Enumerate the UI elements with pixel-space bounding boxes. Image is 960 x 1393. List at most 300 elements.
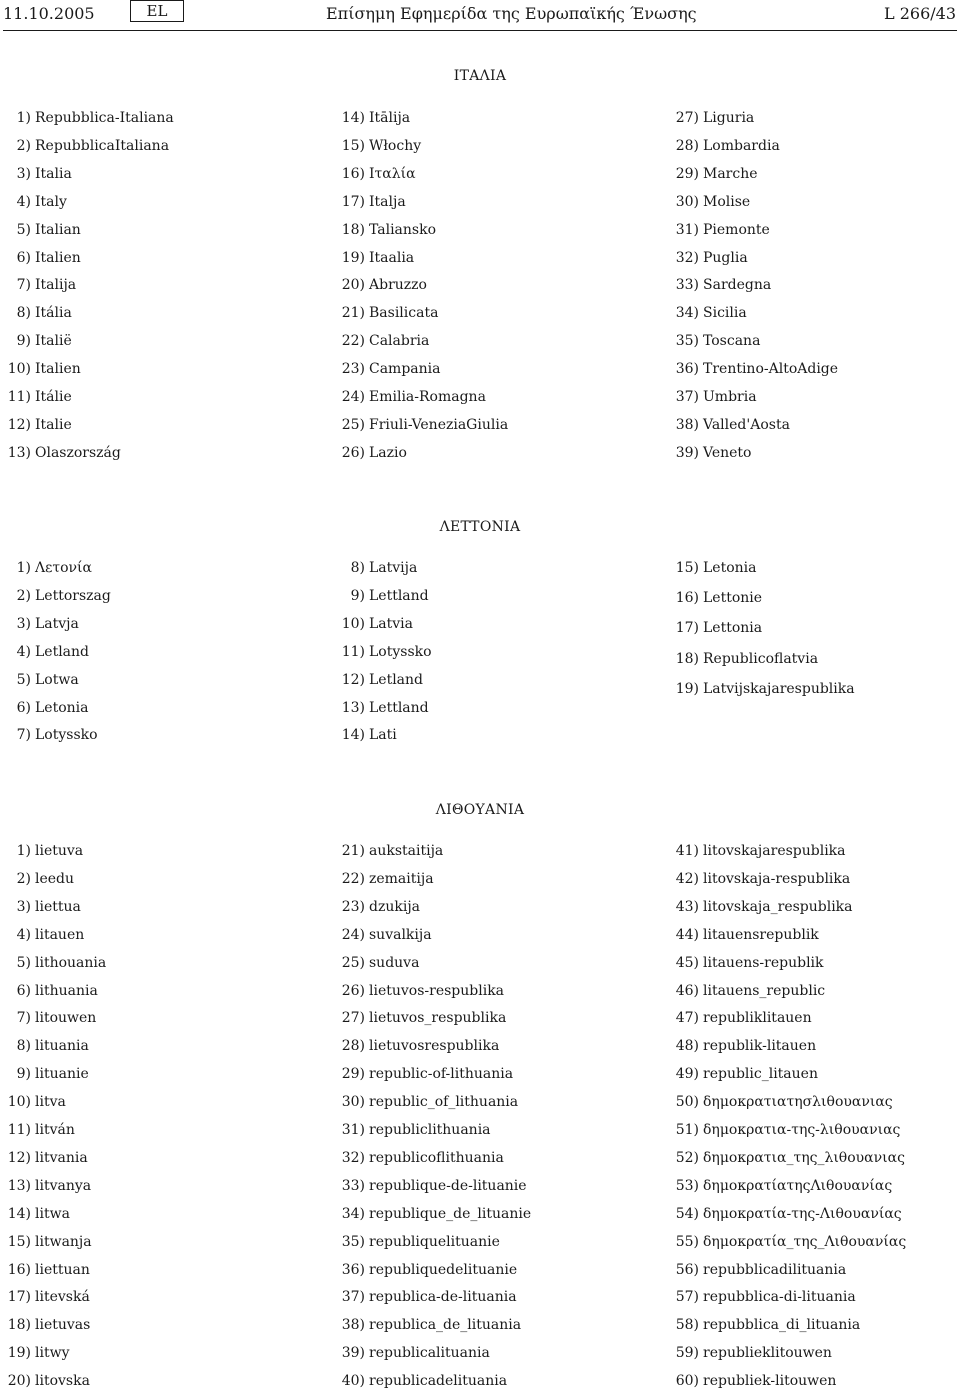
list-item-number: 15)	[341, 137, 365, 154]
list-item-number: 31)	[675, 221, 699, 238]
list-item-number: 23)	[341, 898, 365, 915]
list-item-label: Italie	[35, 416, 72, 433]
list-item	[671, 925, 960, 945]
list-item-number: 60)	[675, 1373, 699, 1390]
list-item	[337, 220, 637, 240]
list-item	[337, 136, 637, 156]
list-item-number: 39)	[675, 444, 699, 461]
list-item-label: republiquelituanie	[369, 1233, 500, 1250]
list-item	[671, 415, 960, 435]
list-item-number: 45)	[675, 954, 699, 971]
list-item-label: Basilicata	[369, 305, 439, 322]
list-item-label: dzukija	[369, 898, 421, 915]
list-item	[337, 725, 637, 745]
list-item-label: Italja	[369, 193, 406, 210]
list-item-label: Latvja	[35, 615, 79, 632]
list-item-number: 9)	[350, 587, 365, 604]
list-item-label: Italië	[35, 333, 72, 350]
list-item	[671, 1204, 960, 1224]
list-item-label: Italija	[35, 277, 77, 294]
list-item	[337, 869, 637, 889]
list-item-number: 20)	[7, 1373, 31, 1390]
list-item-number: 25)	[341, 416, 365, 433]
list-item-label: republiklitauen	[703, 1010, 812, 1027]
list-item-number: 44)	[675, 926, 699, 943]
list-item-number: 7)	[16, 277, 31, 294]
list-item	[337, 670, 637, 690]
list-item	[337, 698, 637, 718]
section-title-lithuania: ΛΙΘΟΥΑΝΙΑ	[435, 802, 525, 818]
list-item	[671, 1371, 960, 1391]
list-item-number: 18)	[675, 650, 699, 667]
list-item-number: 35)	[341, 1233, 365, 1250]
list-item-number: 32)	[341, 1149, 365, 1166]
list-item	[671, 275, 960, 295]
list-item-label: repubblica_di_lituania	[703, 1317, 861, 1334]
list-item-number: 2)	[16, 137, 31, 154]
list-item-label: Lettland	[369, 699, 429, 716]
list-item-number: 9)	[16, 333, 31, 350]
list-item-number: 38)	[675, 416, 699, 433]
list-item	[337, 1092, 637, 1112]
list-item-label: Emilia-Romagna	[369, 389, 486, 405]
list-item-number: 8)	[16, 1038, 31, 1055]
list-item-label: Lettland	[369, 587, 429, 604]
list-item	[337, 586, 637, 606]
list-item-label: republiek-litouwen	[703, 1373, 837, 1390]
list-item-number: 21)	[341, 843, 365, 859]
list-item	[337, 1343, 637, 1363]
list-item-label: Molise	[703, 193, 751, 210]
list-item-number: 26)	[341, 982, 365, 999]
list-item-label: δημοκρατια-της-λιθουανιας	[703, 1122, 901, 1138]
list-item	[337, 248, 637, 268]
list-item-number: 58)	[675, 1317, 699, 1334]
list-item-label: δημοκρατίατηςΛιθουανίας	[703, 1177, 893, 1194]
list-item-label: Ιταλία	[369, 165, 416, 182]
list-item	[337, 1371, 637, 1391]
list-item-number: 10)	[341, 615, 365, 632]
list-item	[3, 303, 303, 323]
list-item-number: 27)	[675, 110, 699, 126]
list-item	[671, 1064, 960, 1084]
list-item-label: δημοκρατια_της_λιθουανιας	[703, 1149, 905, 1166]
list-item-label: Piemonte	[703, 221, 770, 238]
list-item-label: litovska	[35, 1373, 90, 1390]
list-item-number: 51)	[675, 1122, 699, 1138]
list-item-label: leedu	[35, 870, 75, 887]
list-item-label: lithouania	[35, 954, 107, 971]
list-item	[337, 275, 637, 295]
list-item	[671, 558, 960, 578]
list-item-label: republique_de_lituanie	[369, 1205, 532, 1222]
list-item-number: 49)	[675, 1066, 699, 1083]
list-item-label: litovskajarespublika	[703, 843, 846, 859]
list-item	[671, 618, 960, 638]
list-item-number: 28)	[675, 137, 699, 154]
list-item-label: Letonia	[703, 560, 757, 576]
list-item-number: 11)	[341, 643, 365, 660]
list-item	[671, 359, 960, 379]
publication-date: 11.10.2005	[3, 4, 95, 23]
list-item-label: lithuania	[35, 982, 98, 999]
list-item-number: 23)	[341, 361, 365, 378]
list-item	[337, 1204, 637, 1224]
list-item	[3, 841, 303, 861]
list-item-label: liettua	[35, 898, 81, 915]
list-item	[3, 108, 303, 128]
list-item-label: republiquedelituanie	[369, 1261, 518, 1278]
list-item-label: Lati	[369, 727, 397, 744]
page-number: L 266/43	[884, 4, 956, 23]
list-item-number: 36)	[675, 361, 699, 378]
list-item	[3, 1092, 303, 1112]
list-item-number: 2)	[16, 587, 31, 604]
list-item	[3, 220, 303, 240]
list-item	[3, 443, 303, 463]
list-item-label: suduva	[369, 954, 420, 971]
list-item-number: 8)	[16, 305, 31, 322]
list-item-number: 53)	[675, 1177, 699, 1194]
list-item	[337, 1287, 637, 1307]
list-item	[337, 614, 637, 634]
list-item-number: 5)	[16, 954, 31, 971]
list-item-number: 19)	[341, 249, 365, 266]
list-item-label: litevská	[35, 1289, 90, 1306]
list-item-label: litwa	[35, 1205, 70, 1222]
list-item	[671, 303, 960, 323]
list-item	[3, 1204, 303, 1224]
language-code-box: EL	[130, 0, 184, 22]
list-item-label: Italia	[35, 165, 72, 182]
list-item	[671, 588, 960, 608]
list-item-number: 27)	[341, 1010, 365, 1027]
list-item-number: 40)	[341, 1373, 365, 1390]
list-item-label: Toscana	[703, 333, 761, 350]
list-item	[3, 331, 303, 351]
list-item-number: 15)	[7, 1233, 31, 1250]
list-item-label: republik-litauen	[703, 1038, 817, 1055]
list-item-label: Lotwa	[35, 671, 79, 688]
list-item-label: liettuan	[35, 1261, 90, 1278]
list-item-number: 18)	[7, 1317, 31, 1334]
list-item	[671, 248, 960, 268]
list-item-label: Itaalia	[369, 249, 415, 266]
list-item	[3, 1120, 303, 1140]
list-item	[671, 953, 960, 973]
list-item-number: 7)	[16, 727, 31, 744]
list-item-label: aukstaitija	[369, 843, 444, 859]
list-item-number: 56)	[675, 1261, 699, 1278]
list-item-label: lietuvos-respublika	[369, 982, 505, 999]
list-item	[3, 1176, 303, 1196]
list-item-label: δημοκρατιατησλιθουανιας	[703, 1094, 893, 1111]
journal-title: Επίσημη Εφημερίδα της Ευρωπαϊκής Ένωσης	[326, 4, 697, 23]
list-item-number: 4)	[16, 643, 31, 660]
list-item	[671, 443, 960, 463]
list-item-label: Valled'Aosta	[703, 416, 790, 433]
list-item-number: 12)	[7, 416, 31, 433]
list-item-label: lituanie	[35, 1066, 89, 1083]
list-item-label: Puglia	[703, 249, 748, 266]
list-item	[337, 1260, 637, 1280]
list-item-number: 50)	[675, 1094, 699, 1111]
list-item	[671, 1287, 960, 1307]
list-item-label: litwy	[35, 1345, 70, 1362]
list-item-label: Campania	[369, 361, 441, 378]
list-item	[3, 725, 303, 745]
list-item-number: 4)	[16, 193, 31, 210]
list-item-number: 20)	[341, 277, 365, 294]
list-item-number: 33)	[341, 1177, 365, 1194]
list-item-label: Republicoflatvia	[703, 650, 819, 667]
list-item	[671, 1260, 960, 1280]
list-item	[671, 387, 960, 407]
list-item	[337, 953, 637, 973]
list-item	[337, 164, 637, 184]
list-item-label: repubblicadilituania	[703, 1261, 847, 1278]
list-item	[3, 614, 303, 634]
list-item-label: Marche	[703, 165, 758, 182]
list-item	[337, 841, 637, 861]
list-item	[671, 869, 960, 889]
list-item	[3, 387, 303, 407]
list-item-label: lietuva	[35, 843, 84, 859]
list-item	[671, 981, 960, 1001]
list-item	[671, 1315, 960, 1335]
list-item-number: 34)	[341, 1205, 365, 1222]
list-item-label: litovskaja_respublika	[703, 898, 853, 915]
list-item-label: Itálie	[35, 389, 72, 405]
list-item-number: 13)	[7, 444, 31, 461]
list-item-number: 54)	[675, 1205, 699, 1222]
list-item-number: 16)	[7, 1261, 31, 1278]
list-item-number: 8)	[350, 560, 365, 576]
list-item	[337, 1148, 637, 1168]
list-item	[3, 1260, 303, 1280]
list-item	[337, 1120, 637, 1140]
list-item-label: lietuvosrespublika	[369, 1038, 500, 1055]
list-item-number: 12)	[7, 1149, 31, 1166]
list-item-number: 34)	[675, 305, 699, 322]
list-item-number: 11)	[7, 1122, 31, 1138]
list-item-label: republica-de-lituania	[369, 1289, 517, 1306]
list-item-label: Włochy	[369, 137, 422, 154]
list-item	[671, 649, 960, 669]
list-item-number: 12)	[341, 671, 365, 688]
list-item	[671, 220, 960, 240]
list-item-number: 25)	[341, 954, 365, 971]
list-item-number: 22)	[341, 333, 365, 350]
list-item-number: 36)	[341, 1261, 365, 1278]
list-item	[3, 1315, 303, 1335]
list-item-number: 9)	[16, 1066, 31, 1083]
list-item-label: Lotyssko	[35, 727, 98, 744]
list-item	[3, 275, 303, 295]
list-item-number: 31)	[341, 1122, 365, 1138]
list-item-label: republic-of-lithuania	[369, 1066, 514, 1083]
list-item	[671, 1092, 960, 1112]
list-item-label: republicoflithuania	[369, 1149, 504, 1166]
list-item	[337, 925, 637, 945]
list-item-label: Trentino-AltoAdige	[703, 361, 839, 378]
list-item-number: 4)	[16, 926, 31, 943]
list-item-label: litván	[35, 1122, 75, 1138]
list-item	[671, 164, 960, 184]
header-rule	[3, 30, 957, 31]
list-item-number: 37)	[341, 1289, 365, 1306]
list-item-number: 6)	[16, 982, 31, 999]
page-header	[0, 0, 960, 30]
list-item	[3, 1148, 303, 1168]
list-item-label: litvania	[35, 1149, 88, 1166]
list-item	[671, 192, 960, 212]
list-item-number: 7)	[16, 1010, 31, 1027]
list-item-number: 17)	[7, 1289, 31, 1306]
list-item	[671, 331, 960, 351]
list-item-number: 14)	[7, 1205, 31, 1222]
list-item-label: litouwen	[35, 1010, 97, 1027]
list-item-label: republica_de_lituania	[369, 1317, 522, 1334]
list-item-number: 29)	[675, 165, 699, 182]
list-item-label: Abruzzo	[369, 277, 427, 294]
list-item	[671, 108, 960, 128]
list-item	[671, 1343, 960, 1363]
list-item-label: zemaitija	[369, 870, 434, 887]
list-item	[337, 1315, 637, 1335]
list-item-number: 30)	[675, 193, 699, 210]
list-item-number: 24)	[341, 389, 365, 405]
list-item-label: litwanja	[35, 1233, 92, 1250]
list-item-label: Itália	[35, 305, 72, 322]
list-item-label: Italien	[35, 249, 81, 266]
list-item	[337, 415, 637, 435]
list-item	[337, 331, 637, 351]
list-item	[3, 670, 303, 690]
list-item-label: republique-de-lituanie	[369, 1177, 527, 1194]
list-item-number: 11)	[7, 389, 31, 405]
list-item-label: Italy	[35, 193, 67, 210]
list-item-label: Liguria	[703, 110, 755, 126]
list-item-number: 3)	[16, 165, 31, 182]
list-item	[3, 953, 303, 973]
list-item-label: lituania	[35, 1038, 89, 1055]
list-item-label: Letland	[369, 671, 424, 688]
list-item-label: Lettonie	[703, 590, 763, 607]
section-title-latvia: ΛΕΤΤΟΝΙΑ	[439, 519, 521, 535]
list-item-label: Friuli-VeneziaGiulia	[369, 416, 509, 433]
list-item-label: litvanya	[35, 1177, 92, 1194]
list-item-number: 15)	[675, 560, 699, 576]
list-item-number: 59)	[675, 1345, 699, 1362]
list-item	[3, 1008, 303, 1028]
list-item-label: Itālija	[369, 110, 411, 126]
list-item-number: 24)	[341, 926, 365, 943]
list-item-number: 6)	[16, 699, 31, 716]
list-item-label: Italien	[35, 361, 81, 378]
list-item	[337, 359, 637, 379]
list-item-number: 10)	[7, 361, 31, 378]
list-item	[337, 1036, 637, 1056]
list-item-label: Sicilia	[703, 305, 747, 322]
list-item	[337, 303, 637, 323]
list-item-number: 1)	[16, 560, 31, 576]
list-item	[671, 679, 960, 699]
list-item	[3, 642, 303, 662]
list-item-label: Λετονία	[35, 560, 92, 576]
list-item-number: 28)	[341, 1038, 365, 1055]
list-item-number: 57)	[675, 1289, 699, 1306]
list-item-number: 29)	[341, 1066, 365, 1083]
list-item	[3, 1287, 303, 1307]
list-item-label: litauensrepublik	[703, 926, 819, 943]
list-item-number: 5)	[16, 671, 31, 688]
list-item-label: litauens-republik	[703, 954, 824, 971]
list-item-label: Calabria	[369, 333, 430, 350]
list-item-label: republiclithuania	[369, 1122, 491, 1138]
list-item-number: 42)	[675, 870, 699, 887]
list-item-label: Veneto	[703, 444, 752, 461]
list-item-label: lietuvos_respublika	[369, 1010, 507, 1027]
list-item	[3, 698, 303, 718]
list-item-label: litovskaja-respublika	[703, 870, 851, 887]
list-item	[3, 1232, 303, 1252]
list-item	[337, 897, 637, 917]
list-item-number: 52)	[675, 1149, 699, 1166]
list-item-number: 37)	[675, 389, 699, 405]
list-item-label: Letland	[35, 643, 90, 660]
list-item-label: Italian	[35, 221, 81, 238]
list-item-number: 47)	[675, 1010, 699, 1027]
list-item	[3, 164, 303, 184]
list-item-number: 3)	[16, 615, 31, 632]
list-item-number: 16)	[341, 165, 365, 182]
list-item	[3, 897, 303, 917]
list-item-label: lietuvas	[35, 1317, 91, 1334]
list-item-number: 22)	[341, 870, 365, 887]
list-item	[671, 897, 960, 917]
list-item	[3, 1036, 303, 1056]
list-item	[3, 415, 303, 435]
list-item	[671, 1120, 960, 1140]
list-item-number: 6)	[16, 249, 31, 266]
list-item	[337, 981, 637, 1001]
list-item-number: 3)	[16, 898, 31, 915]
list-item	[337, 192, 637, 212]
list-item	[671, 1008, 960, 1028]
list-item	[3, 1064, 303, 1084]
list-item-label: δημοκρατία_της_Λιθουανίας	[703, 1233, 907, 1250]
list-item-number: 10)	[7, 1094, 31, 1111]
list-item-label: Lotyssko	[369, 643, 432, 660]
list-item-number: 16)	[675, 590, 699, 607]
list-item-number: 2)	[16, 870, 31, 887]
list-item	[3, 981, 303, 1001]
list-item-number: 35)	[675, 333, 699, 350]
list-item-label: Latvia	[369, 615, 414, 632]
list-item	[337, 1176, 637, 1196]
list-item-number: 14)	[341, 110, 365, 126]
list-item-number: 1)	[16, 843, 31, 859]
list-item	[671, 1148, 960, 1168]
list-item	[3, 586, 303, 606]
list-item-label: δημοκρατία-της-Λιθουανίας	[703, 1205, 902, 1222]
list-item-number: 55)	[675, 1233, 699, 1250]
list-item-number: 17)	[675, 620, 699, 637]
list-item	[337, 1008, 637, 1028]
list-item-number: 14)	[341, 727, 365, 744]
list-item-number: 41)	[675, 843, 699, 859]
